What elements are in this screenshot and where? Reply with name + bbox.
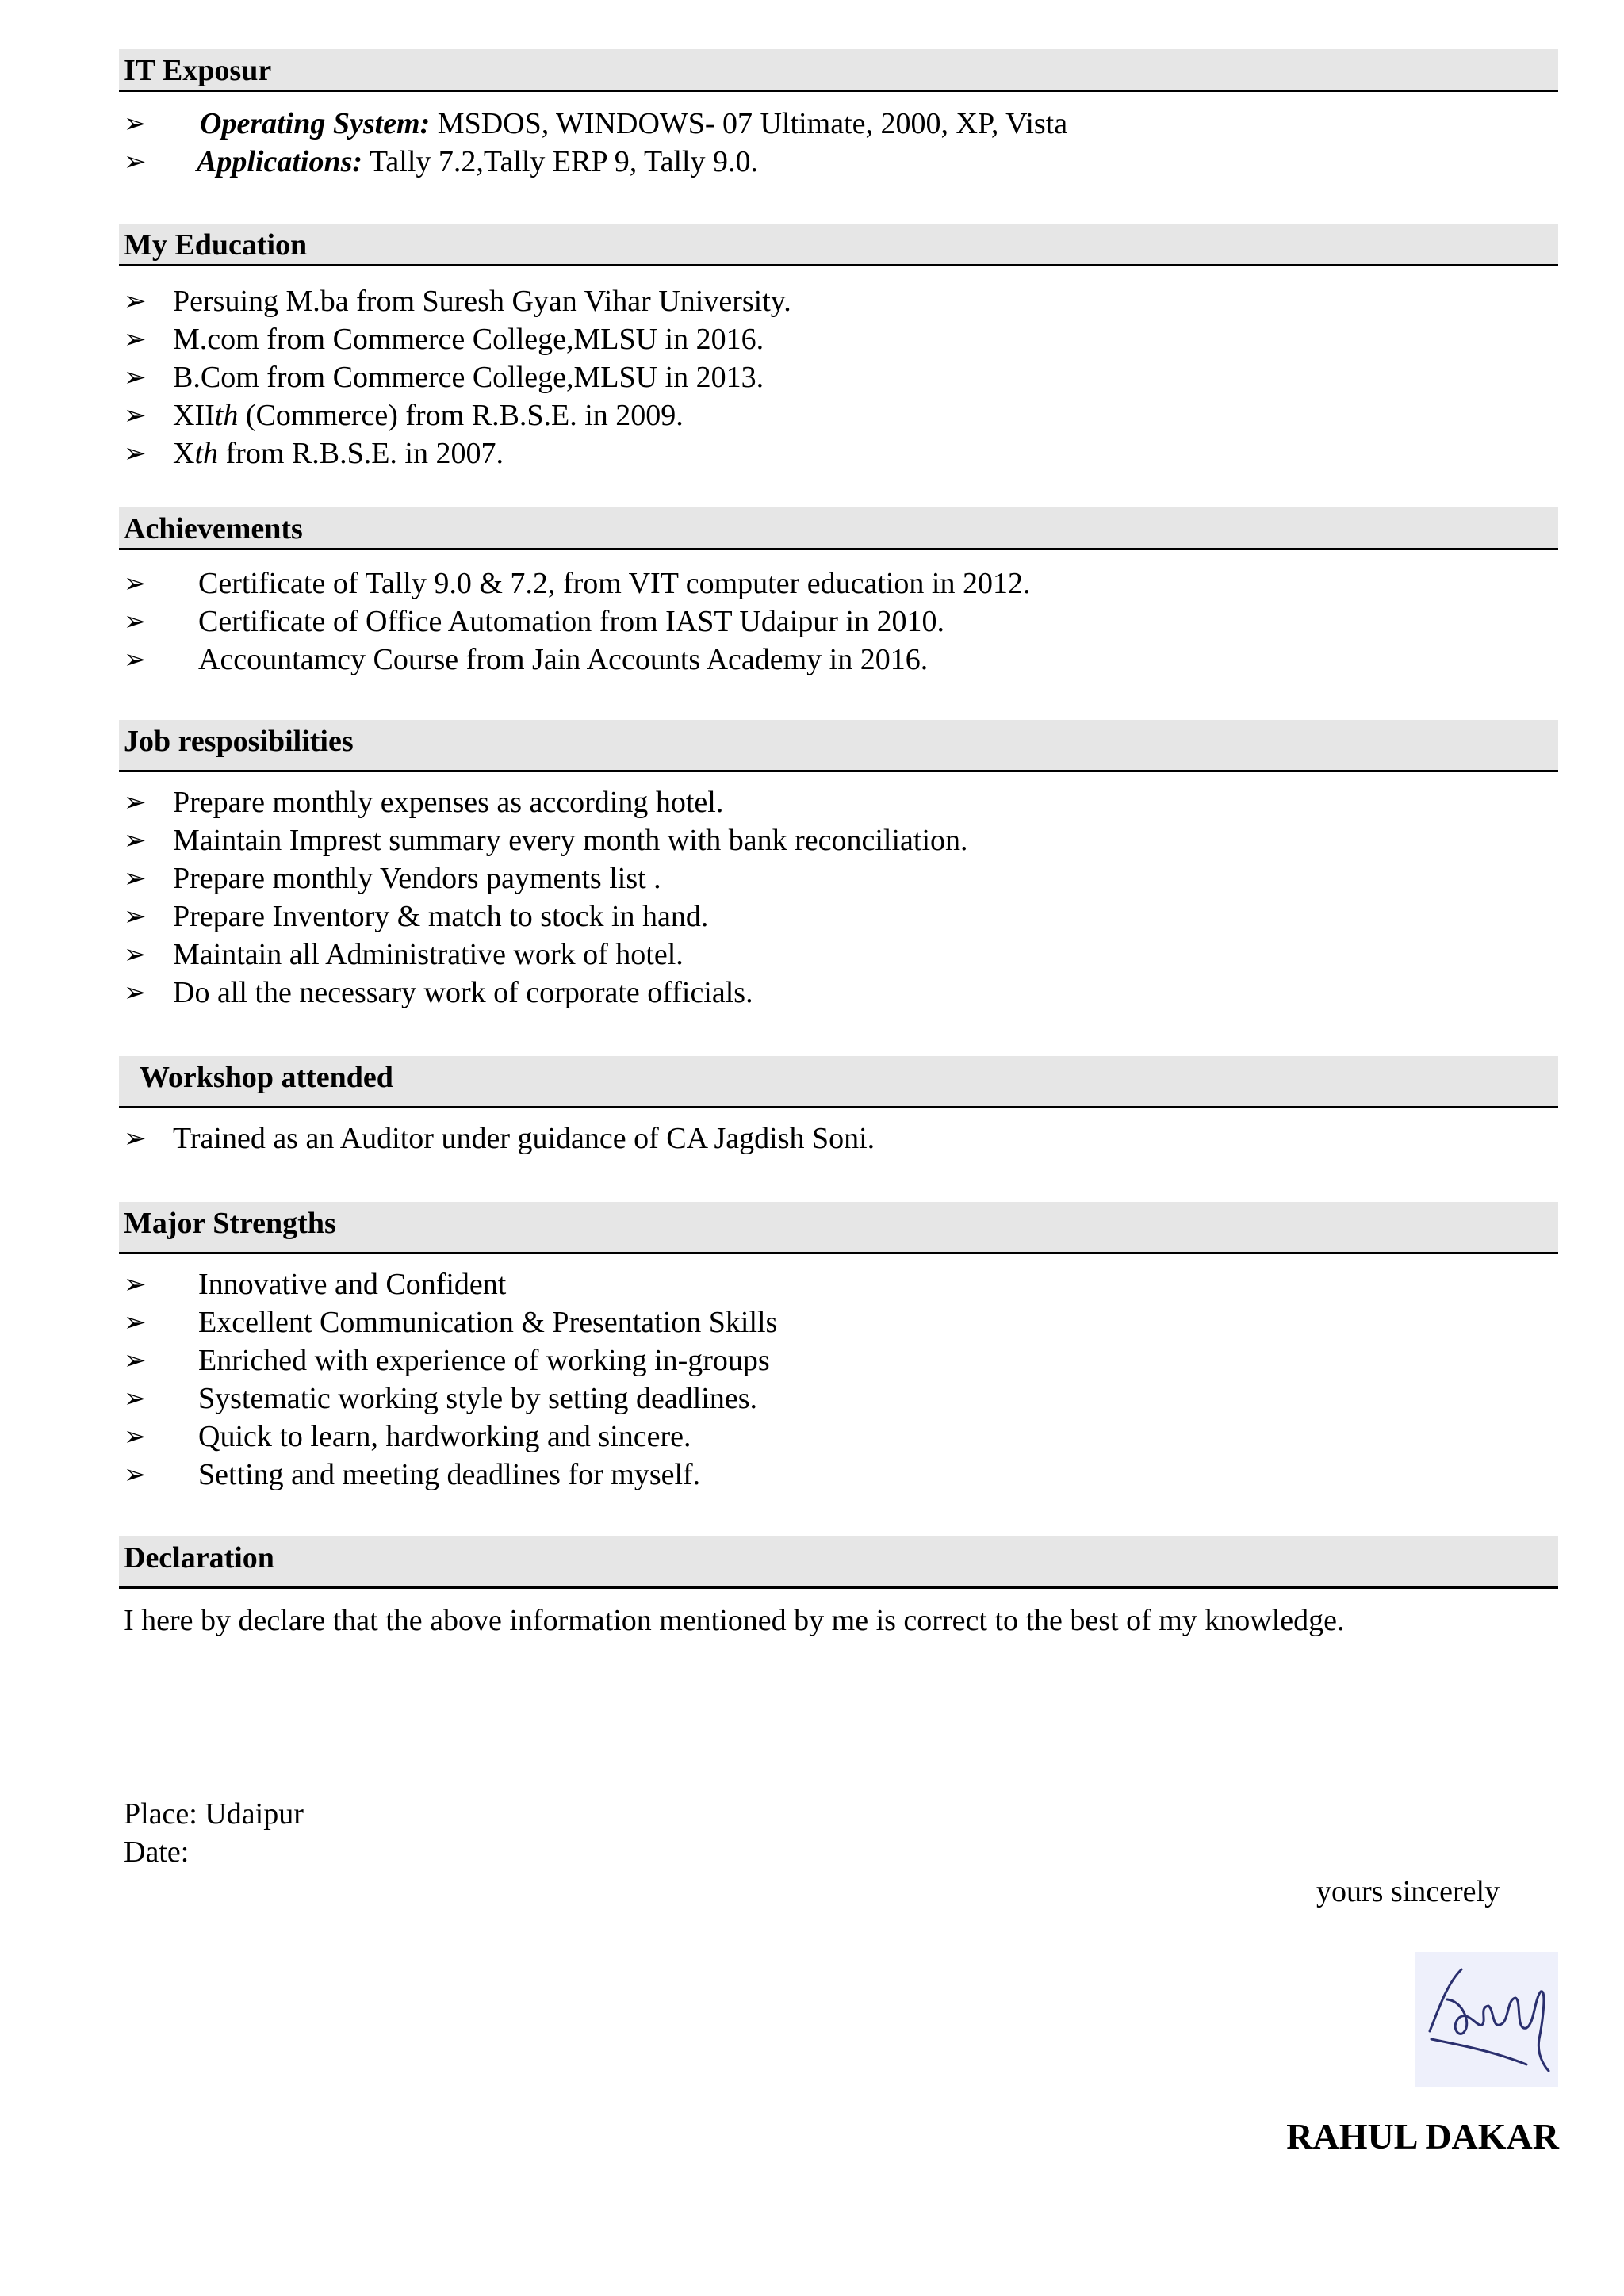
list-item xyxy=(119,603,1558,641)
list-item xyxy=(119,282,1558,320)
arrow-bullet-icon: ➢ xyxy=(124,362,147,393)
job-list xyxy=(119,783,1558,1012)
section-title: Workshop attended xyxy=(119,1056,1558,1108)
list-item xyxy=(119,105,1558,143)
item-text: Maintain all Administrative work of hotel. xyxy=(173,938,684,971)
list-item xyxy=(119,783,1558,821)
section-title: Major Strengths xyxy=(119,1202,1558,1254)
item-text: Persuing M.ba from Suresh Gyan Vihar University. xyxy=(173,285,791,318)
list-item xyxy=(119,434,1558,473)
section-job-responsibilities xyxy=(119,720,1558,1012)
list-item xyxy=(119,1303,1558,1341)
arrow-bullet-icon: ➢ xyxy=(124,939,147,970)
item-text: Do all the necessary work of corporate officials. xyxy=(173,976,753,1009)
section-it-exposure xyxy=(119,49,1558,181)
item-text: M.com from Commerce College,MLSU in 2016. xyxy=(173,323,764,356)
list-item xyxy=(119,974,1558,1012)
section-declaration xyxy=(119,1536,1558,1637)
arrow-bullet-icon: ➢ xyxy=(124,1345,147,1376)
arrow-bullet-icon: ➢ xyxy=(124,1383,147,1414)
item-text: Prepare Inventory & match to stock in hand. xyxy=(173,900,709,933)
item-label: Applications: xyxy=(197,145,363,178)
it-exposure-list xyxy=(119,105,1558,181)
item-text: Prepare monthly expenses as according hotel. xyxy=(173,786,724,819)
list-item xyxy=(119,859,1558,897)
item-text: Maintain Imprest summary every month with bank reconciliation. xyxy=(173,824,968,857)
arrow-bullet-icon: ➢ xyxy=(124,825,147,856)
arrow-bullet-icon: ➢ xyxy=(124,108,147,140)
item-text: Setting and meeting deadlines for myself. xyxy=(198,1458,701,1491)
arrow-bullet-icon: ➢ xyxy=(124,863,147,894)
list-item xyxy=(119,396,1558,434)
item-text: (Commerce) from R.B.S.E. in 2009. xyxy=(238,399,684,432)
arrow-bullet-icon: ➢ xyxy=(124,146,147,178)
achievements-list xyxy=(119,564,1558,679)
list-item xyxy=(119,1456,1558,1494)
applicant-name: RAHUL DAKAR xyxy=(1286,2116,1559,2156)
list-item xyxy=(119,1380,1558,1418)
item-text: from R.B.S.E. in 2007. xyxy=(218,437,504,470)
section-title: My Education xyxy=(119,224,1558,266)
arrow-bullet-icon: ➢ xyxy=(124,438,147,469)
signature-image xyxy=(1415,1952,1558,2087)
section-strengths xyxy=(119,1202,1558,1494)
arrow-bullet-icon: ➢ xyxy=(124,1459,147,1490)
item-text: Prepare monthly Vendors payments list . xyxy=(173,862,661,895)
list-item xyxy=(119,1265,1558,1303)
list-item xyxy=(119,897,1558,936)
item-text: Systematic working style by setting deadlines. xyxy=(198,1382,758,1415)
strengths-list xyxy=(119,1265,1558,1494)
education-list xyxy=(119,282,1558,473)
arrow-bullet-icon: ➢ xyxy=(124,1123,147,1154)
list-item xyxy=(119,821,1558,859)
section-workshop xyxy=(119,1056,1558,1158)
item-text: Tally 7.2,Tally ERP 9, Tally 9.0. xyxy=(362,145,759,178)
place-text: Place: Udaipur xyxy=(124,1797,304,1831)
section-title: Job resposibilities xyxy=(119,720,1558,772)
item-text: Quick to learn, hardworking and sincere. xyxy=(198,1420,691,1453)
item-text: XII xyxy=(173,399,215,432)
arrow-bullet-icon: ➢ xyxy=(124,1269,147,1300)
item-label: Operating System: xyxy=(200,107,431,140)
arrow-bullet-icon: ➢ xyxy=(124,786,147,818)
signature-icon xyxy=(1415,1952,1558,2087)
item-text: Accountamcy Course from Jain Accounts Academy in 2016. xyxy=(198,643,929,676)
section-title: Declaration xyxy=(119,1536,1558,1589)
list-item xyxy=(119,564,1558,603)
arrow-bullet-icon: ➢ xyxy=(124,644,147,675)
declaration-text: I here by declare that the above information mentioned by me is correct to the best of my knowledge. xyxy=(124,1604,1345,1637)
arrow-bullet-icon: ➢ xyxy=(124,400,147,431)
list-item xyxy=(119,358,1558,396)
arrow-bullet-icon: ➢ xyxy=(124,901,147,932)
arrow-bullet-icon: ➢ xyxy=(124,977,147,1008)
item-text: Enriched with experience of working in-groups xyxy=(198,1344,770,1377)
list-item xyxy=(119,1418,1558,1456)
arrow-bullet-icon: ➢ xyxy=(124,285,147,317)
arrow-bullet-icon: ➢ xyxy=(124,1307,147,1338)
workshop-list xyxy=(119,1119,1558,1158)
section-education xyxy=(119,224,1558,473)
section-title: Achievements xyxy=(119,507,1558,550)
date-text: Date: xyxy=(124,1835,190,1869)
item-text: B.Com from Commerce College,MLSU in 2013. xyxy=(173,361,764,394)
item-text: X xyxy=(173,437,195,470)
item-text-italic: th xyxy=(214,399,239,432)
item-text: MSDOS, WINDOWS- 07 Ultimate, 2000, XP, Vista xyxy=(430,107,1068,140)
closing-text: yours sincerely xyxy=(1316,1875,1500,1908)
arrow-bullet-icon: ➢ xyxy=(124,1421,147,1452)
list-item xyxy=(119,641,1558,679)
arrow-bullet-icon: ➢ xyxy=(124,606,147,637)
list-item xyxy=(119,936,1558,974)
list-item xyxy=(119,1119,1558,1158)
list-item xyxy=(119,1341,1558,1380)
item-text: Innovative and Confident xyxy=(198,1268,507,1301)
list-item xyxy=(119,320,1558,358)
item-text-italic: th xyxy=(194,437,219,470)
arrow-bullet-icon: ➢ xyxy=(124,323,147,355)
arrow-bullet-icon: ➢ xyxy=(124,568,147,599)
item-text: Certificate of Tally 9.0 & 7.2, from VIT computer education in 2012. xyxy=(198,567,1031,600)
section-title: IT Exposur xyxy=(119,49,1558,92)
list-item xyxy=(119,143,1558,181)
item-text: Trained as an Auditor under guidance of CA Jagdish Soni. xyxy=(173,1122,875,1155)
section-achievements xyxy=(119,507,1558,679)
item-text: Certificate of Office Automation from IAST Udaipur in 2010. xyxy=(198,605,945,638)
item-text: Excellent Communication & Presentation Skills xyxy=(198,1306,778,1339)
